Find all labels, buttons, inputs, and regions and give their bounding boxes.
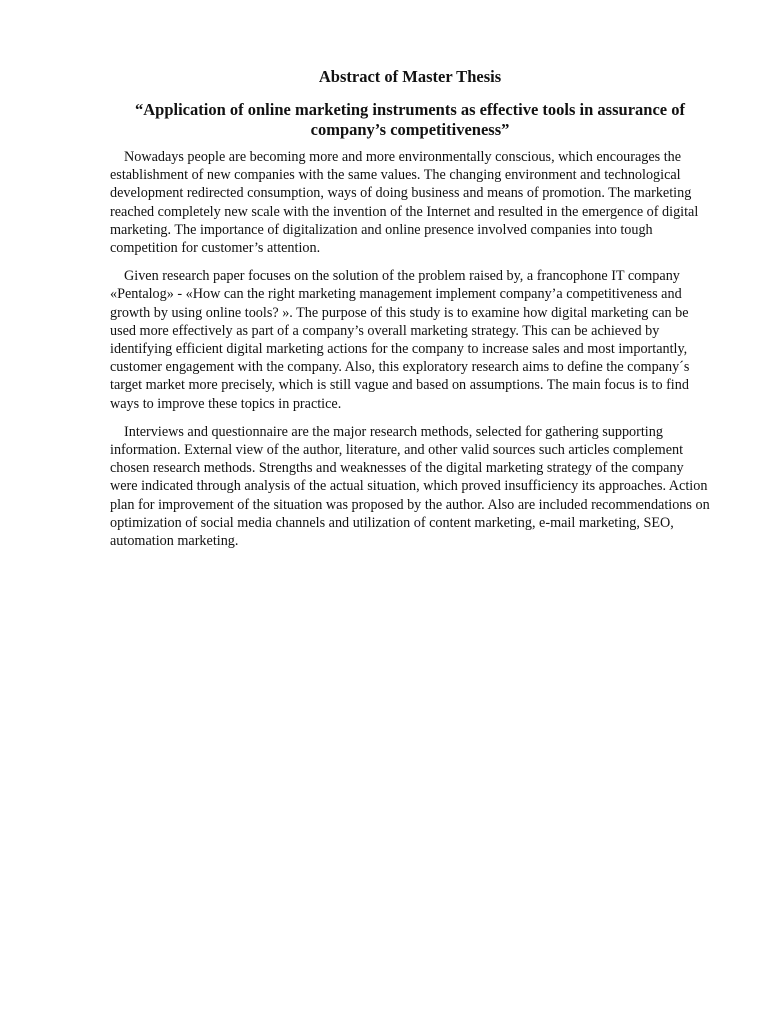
document-heading: Abstract of Master Thesis bbox=[318, 67, 502, 86]
abstract-paragraph-3: Interviews and questionnaire are the major research methods, selected for gathering supporting information. External view of the author, literature, and other valid sources such articles complement chosen research methods. Strengths and weaknesses of the digital marketing strategy of the company were indicated through analysis of the actual situation, which proved insufficiency its approaches. Action plan for improvement of the situation was proposed by the author. Also are included recommendations on optimization of social media channels and utilization of content marketing, e-mail marketing, SEO, automation marketing. bbox=[110, 423, 710, 550]
abstract-paragraph-2: Given research paper focuses on the solution of the problem raised by, a francophone IT company «Pentalog» - «How can the right marketing management implement company’a competitiveness and growth by using online tools? ». The purpose of this study is to examine how digital marketing can be used more effectively as part of a company’s overall marketing strategy. This can be achieved by identifying efficient digital marketing actions for the company to increase sales and most importantly, customer engagement with the company. Also, this exploratory research aims to define the company´s target market more precisely, which is still vague and based on assumptions. The main focus is to find ways to improve these topics in practice. bbox=[110, 268, 690, 412]
abstract-paragraph-1: Nowadays people are becoming more and more environmentally conscious, which encourages the establishment of new companies with the same values. The changing environment and technological development redirected consumption, ways of doing business and means of promotion. The marketing reached completely new scale with the invention of the Internet and resulted in the emergence of digital marketing. The importance of digitalization and online presence involved companies into tough competition for customer’s attention. bbox=[110, 149, 699, 257]
document-page bbox=[110, 66, 710, 550]
thesis-title: “Application of online marketing instruments as effective tools in assurance of company’s competitiveness” bbox=[135, 100, 685, 139]
